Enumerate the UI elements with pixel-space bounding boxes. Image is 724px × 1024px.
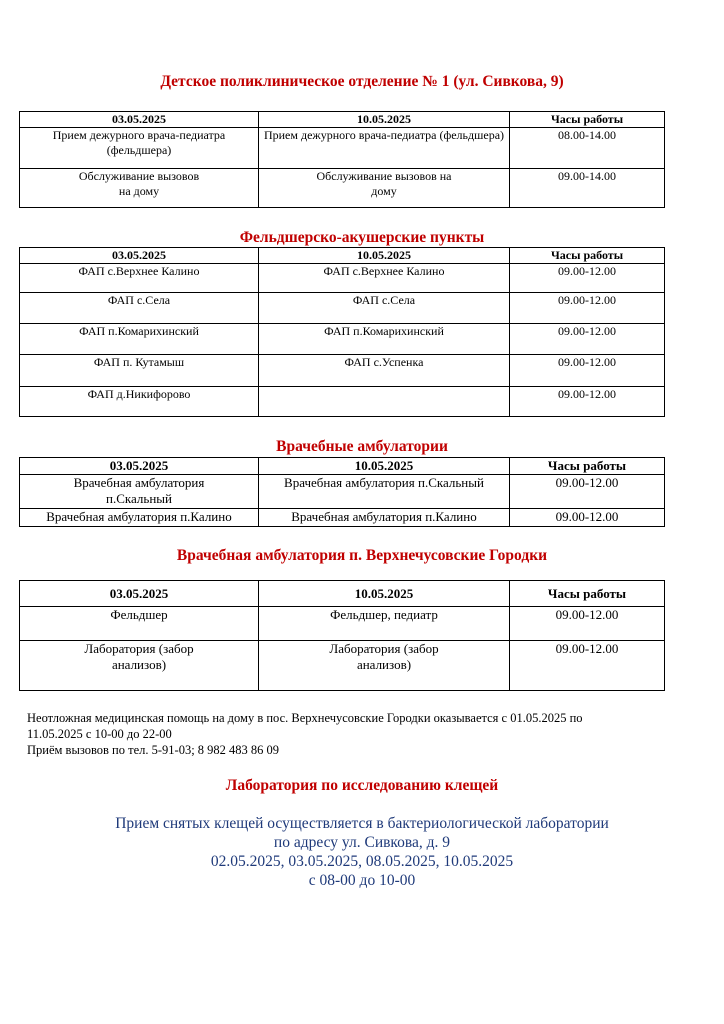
header-date-1: 03.05.2025 <box>20 248 259 264</box>
lab-info-line: Прием снятых клещей осуществляется в бактериологической лаборатории <box>115 815 609 832</box>
table-row <box>20 641 665 691</box>
table-row <box>20 324 665 355</box>
header-date-2: 10.05.2025 <box>259 112 510 128</box>
table-cell: ФАП п. Кутамыш <box>20 355 259 387</box>
header-date-2: 10.05.2025 <box>259 248 510 264</box>
table-cell <box>259 641 510 691</box>
table-cell: 09.00-14.00 <box>510 169 665 208</box>
table-cell: Фельдшер, педиатр <box>259 607 510 641</box>
header-hours: Часы работы <box>510 248 665 264</box>
table-header-row <box>20 248 665 264</box>
header-date-1: 03.05.2025 <box>20 458 259 475</box>
table-row <box>20 128 665 169</box>
table-cell: 09.00-12.00 <box>510 293 665 324</box>
table-row <box>20 293 665 324</box>
table-header-row <box>20 112 665 128</box>
table-cell: 09.00-12.00 <box>510 355 665 387</box>
table-cell: 09.00-12.00 <box>510 641 665 691</box>
lab-info-line: 02.05.2025, 03.05.2025, 08.05.2025, 10.05.2025 <box>210 853 514 870</box>
cell-text: Врачебная амбулатория п.Скальный <box>73 475 205 506</box>
section1-title: Детское поликлиническое отделение № 1 (ул. Сивкова, 9) <box>160 73 564 90</box>
header-date-2: 10.05.2025 <box>259 458 510 475</box>
table-cell: Врачебная амбулатория п.Калино <box>20 509 259 527</box>
table-cell: 09.00-12.00 <box>510 607 665 641</box>
table-cell: Прием дежурного врача-педиатра (фельдшера) <box>259 128 510 169</box>
cell-text: Лаборатория (забор анализов) <box>329 641 439 672</box>
table-header-row <box>20 458 665 475</box>
table-cell: 09.00-12.00 <box>510 475 665 509</box>
header-hours: Часы работы <box>510 581 665 607</box>
lab-info-line: по адресу ул. Сивкова, д. 9 <box>273 834 451 851</box>
note-line: Неотложная медицинская помощь на дому в пос. Верхнечусовские Городки оказывается с 01.05.2025 по <box>27 711 583 725</box>
table-header-row <box>20 581 665 607</box>
header-date-1: 03.05.2025 <box>20 581 259 607</box>
table-row <box>20 355 665 387</box>
table-cell: ФАП с.Села <box>20 293 259 324</box>
section2-table <box>19 247 665 417</box>
table-cell: 09.00-12.00 <box>510 509 665 527</box>
section4-title: Врачебная амбулатория п. Верхнечусовские Городки <box>176 547 548 564</box>
table-row <box>20 264 665 293</box>
cell-text: Обслуживание вызовов на дому <box>316 169 452 198</box>
section3-table <box>19 457 665 527</box>
note-line: Приём вызовов по тел. 5-91-03; 8 982 483 86 09 <box>27 743 280 757</box>
table-cell: 08.00-14.00 <box>510 128 665 169</box>
table-row <box>20 475 665 509</box>
table-cell: ФАП с.Успенка <box>259 355 510 387</box>
table-cell: ФАП п.Комарихинский <box>259 324 510 355</box>
table-row <box>20 509 665 527</box>
header-hours: Часы работы <box>510 112 665 128</box>
section2-title: Фельдшерско-акушерские пункты <box>239 229 485 246</box>
lab-title: Лаборатория по исследованию клещей <box>225 777 499 794</box>
header-date-1: 03.05.2025 <box>20 112 259 128</box>
table-cell: Фельдшер <box>20 607 259 641</box>
table-cell: Врачебная амбулатория п.Калино <box>259 509 510 527</box>
section4-table <box>19 580 665 691</box>
table-cell <box>20 641 259 691</box>
table-cell: ФАП с.Верхнее Калино <box>259 264 510 293</box>
table-cell <box>20 169 259 208</box>
lab-info-line: с 08-00 до 10-00 <box>308 872 416 889</box>
cell-text: Обслуживание вызовов на дому <box>78 169 200 198</box>
section3-title: Врачебные амбулатории <box>276 438 448 455</box>
table-cell <box>20 475 259 509</box>
table-cell: 09.00-12.00 <box>510 264 665 293</box>
table-cell: 09.00-12.00 <box>510 387 665 417</box>
table-cell <box>259 387 510 417</box>
note-line: 11.05.2025 с 10-00 до 22-00 <box>27 727 172 741</box>
header-hours: Часы работы <box>510 458 665 475</box>
table-cell: 09.00-12.00 <box>510 324 665 355</box>
urgent-care-note <box>27 710 697 758</box>
table-cell: ФАП с.Верхнее Калино <box>20 264 259 293</box>
table-row <box>20 607 665 641</box>
table-cell: ФАП с.Села <box>259 293 510 324</box>
table-cell: Врачебная амбулатория п.Скальный <box>259 475 510 509</box>
table-cell: ФАП п.Комарихинский <box>20 324 259 355</box>
table-cell: ФАП д.Никифорово <box>20 387 259 417</box>
section1-table <box>19 111 665 208</box>
table-row <box>20 169 665 208</box>
table-cell <box>259 169 510 208</box>
table-row <box>20 387 665 417</box>
table-cell: Прием дежурного врача-педиатра (фельдшера) <box>20 128 259 169</box>
header-date-2: 10.05.2025 <box>259 581 510 607</box>
cell-text: Лаборатория (забор анализов) <box>84 641 194 672</box>
